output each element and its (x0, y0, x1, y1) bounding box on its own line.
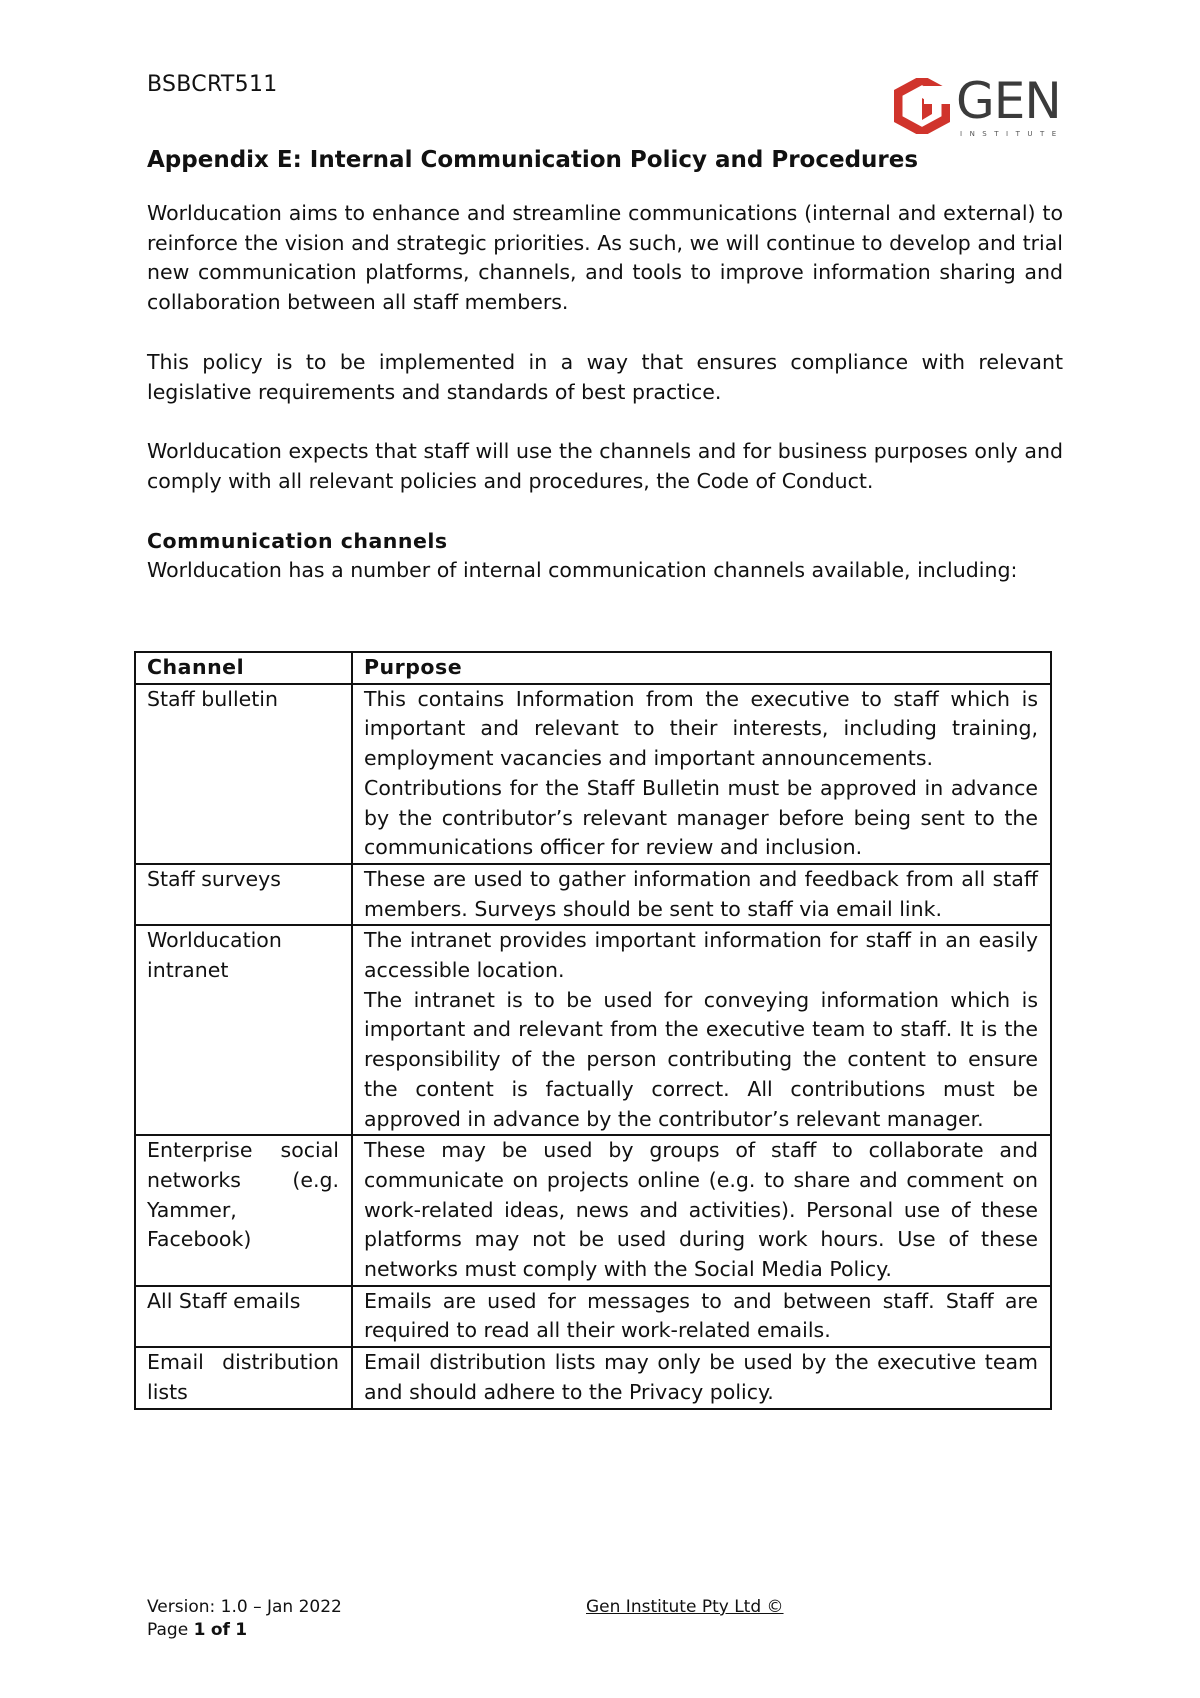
channels-table (134, 651, 1052, 1410)
table-row (135, 864, 1051, 925)
column-header-channel: Channel (135, 652, 352, 684)
logo-subtext: INSTITUTE (960, 130, 1064, 138)
paragraph-expectations: Worlducation expects that staff will use the channels and for business purposes only and comply with all relevant policies and procedures, the Code of Conduct. (147, 439, 1063, 493)
purpose-text: These may be used by groups of staff to collaborate and communicate on projects online (e.g. to share and comment on work-related ideas, news and activities). Personal use of these platforms may not be used during work hours. Use of these networks must comply with the Social Media Policy. (364, 1138, 1038, 1282)
channel-cell: Email distribution lists (135, 1347, 352, 1408)
logo-mark-icon (894, 78, 950, 134)
document-code: BSBCRT511 (147, 72, 278, 97)
purpose-cell (352, 864, 1051, 925)
purpose-text: Email distribution lists may only be used by the executive team and should adhere to the Privacy policy. (364, 1350, 1038, 1404)
table-row (135, 1286, 1051, 1347)
channel-cell: All Staff emails (135, 1286, 352, 1347)
purpose-text: This contains Information from the executive to staff which is important and relevant to their interests, including training, employment vacancies and important announcements. (364, 686, 1038, 771)
purpose-cell (352, 1347, 1051, 1408)
purpose-text: The intranet provides important information for staff in an easily accessible location. (364, 928, 1038, 983)
page-total: 1 (235, 1620, 248, 1640)
paragraph-intro: Worlducation aims to enhance and streamline communications (internal and external) to reinforce the vision and strategic priorities. As such, we will continue to develop and trial new communication platforms, channels, and tools to improve information sharing and collaboration between all staff members. (147, 201, 1063, 315)
channel-cell: Staff surveys (135, 864, 352, 925)
footer-left (147, 1596, 342, 1642)
channel-cell: Enterprise social networks (e.g. Yammer, Facebook) (135, 1135, 352, 1286)
purpose-text: Emails are used for messages to and between staff. Staff are required to read all their work-related emails. (364, 1288, 1038, 1343)
paragraph-compliance: This policy is to be implemented in a way that ensures compliance with relevant legislative requirements and standards of best practice. (147, 349, 1063, 404)
purpose-text: Contributions for the Staff Bulletin must be approved in advance by the contributor’s relevant manager before being sent to the communications officer for review and inclusion. (364, 775, 1038, 860)
purpose-text: The intranet is to be used for conveying information which is important and relevant from the executive team to staff. It is the responsibility of the person contributing the content to ensure the content is factually correct. All contributions must be approved in advance by the contributor’s relevant manager. (364, 987, 1038, 1131)
section-intro: Worlducation has a number of internal communication channels available, including: (147, 558, 1018, 583)
purpose-text: These are used to gather information and feedback from all staff members. Surveys should be sent to staff via email link. (364, 866, 1038, 921)
footer-version: Version: 1.0 – Jan 2022 (147, 1597, 342, 1617)
footer-copyright: Gen Institute Pty Ltd © (586, 1597, 784, 1617)
purpose-cell (352, 1286, 1051, 1347)
channel-cell: Staff bulletin (135, 684, 352, 864)
purpose-cell (352, 1135, 1051, 1286)
column-header-purpose: Purpose (352, 652, 1051, 684)
channel-cell: Worlducation intranet (135, 925, 352, 1135)
table-row (135, 925, 1051, 1135)
purpose-cell (352, 925, 1051, 1135)
document-body (147, 143, 1063, 617)
page-label: Page (147, 1620, 189, 1640)
table-header-row (135, 652, 1051, 684)
table-row (135, 1135, 1051, 1286)
page-current: 1 (193, 1620, 206, 1640)
table-row (135, 1347, 1051, 1408)
gen-institute-logo (894, 72, 1072, 140)
logo-text: GEN (956, 72, 1061, 130)
page-of: of (210, 1620, 230, 1640)
footer-page-number (147, 1619, 342, 1642)
table-row (135, 684, 1051, 864)
section-heading: Communication channels (147, 528, 448, 553)
page-title: Appendix E: Internal Communication Policy and Procedures (147, 147, 919, 173)
purpose-cell (352, 684, 1051, 864)
